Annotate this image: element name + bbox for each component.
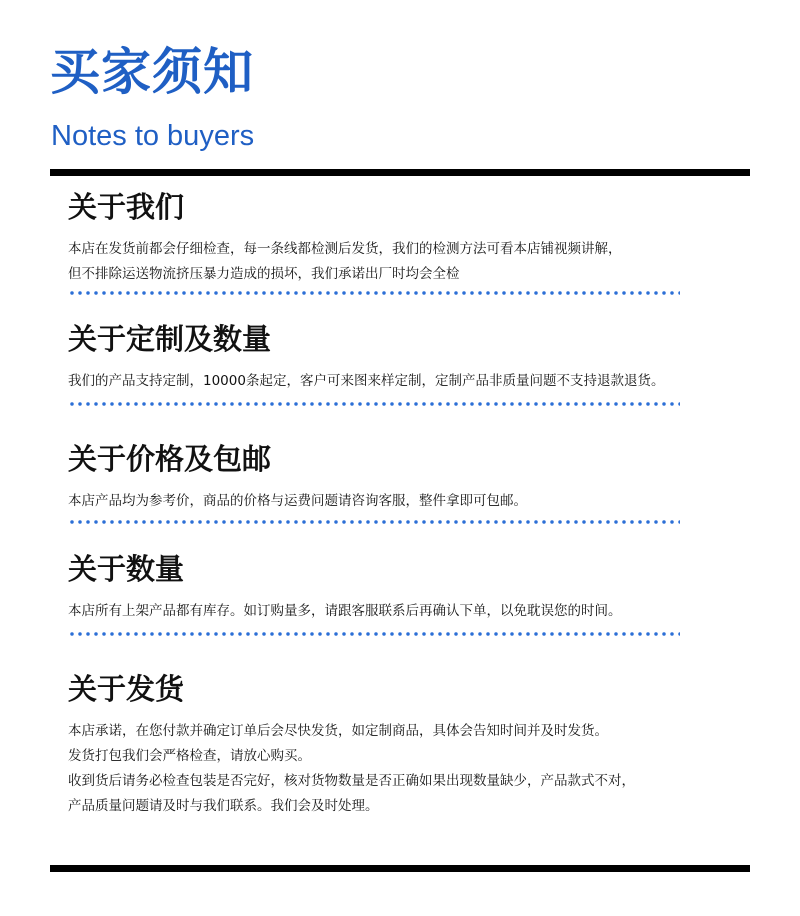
- section-body: [68, 489, 738, 514]
- dotted-divider: [68, 632, 680, 636]
- section-line: 发货打包我们会严格检查，请放心购买。: [68, 748, 311, 764]
- section-line: 本店所有上架产品都有库存。如订购量多，请跟客服联系后再确认下单，以免耽误您的时间。: [68, 603, 622, 619]
- section-line: 我们的产品支持定制，10000条起定，客户可来图来样定制，定制产品非质量问题不支持退款退货。: [68, 373, 665, 389]
- dotted-divider: [68, 402, 680, 406]
- section-line: 收到货后请务必检查包装是否完好，核对货物数量是否正确如果出现数量缺少，产品款式不对，: [68, 773, 635, 789]
- section-customization: [68, 319, 738, 394]
- section-heading: 关于数量: [68, 552, 185, 586]
- section-body: [68, 719, 738, 819]
- section-line: 本店承诺，在您付款并确定订单后会尽快发货，如定制商品，具体会告知时间并及时发货。: [68, 723, 608, 739]
- page-title-en: Notes to buyers: [51, 120, 255, 152]
- section-body: [68, 369, 738, 394]
- dotted-divider: [68, 520, 680, 524]
- section-line: 本店产品均为参考价，商品的价格与运费问题请咨询客服，整件拿即可包邮。: [68, 493, 527, 509]
- dotted-divider: [68, 291, 680, 295]
- section-heading: 关于我们: [68, 190, 185, 224]
- section-price-shipping: [68, 439, 738, 514]
- section-line: 产品质量问题请及时与我们联系。我们会及时处理。: [68, 798, 379, 814]
- top-divider: [50, 169, 750, 176]
- section-heading: 关于发货: [68, 672, 185, 706]
- section-heading: 关于定制及数量: [68, 322, 272, 356]
- section-line: 本店在发货前都会仔细检查，每一条线都检测后发货，我们的检测方法可看本店铺视频讲解，: [68, 241, 622, 257]
- section-body: [68, 237, 738, 287]
- section-delivery: [68, 669, 738, 819]
- section-quantity: [68, 549, 738, 624]
- section-heading: 关于价格及包邮: [68, 442, 272, 476]
- page-title-cn: 买家须知: [50, 43, 254, 101]
- section-body: [68, 599, 738, 624]
- section-line: 但不排除运送物流挤压暴力造成的损坏，我们承诺出厂时均会全检: [68, 266, 460, 282]
- section-about-us: [68, 187, 738, 287]
- bottom-divider: [50, 865, 750, 872]
